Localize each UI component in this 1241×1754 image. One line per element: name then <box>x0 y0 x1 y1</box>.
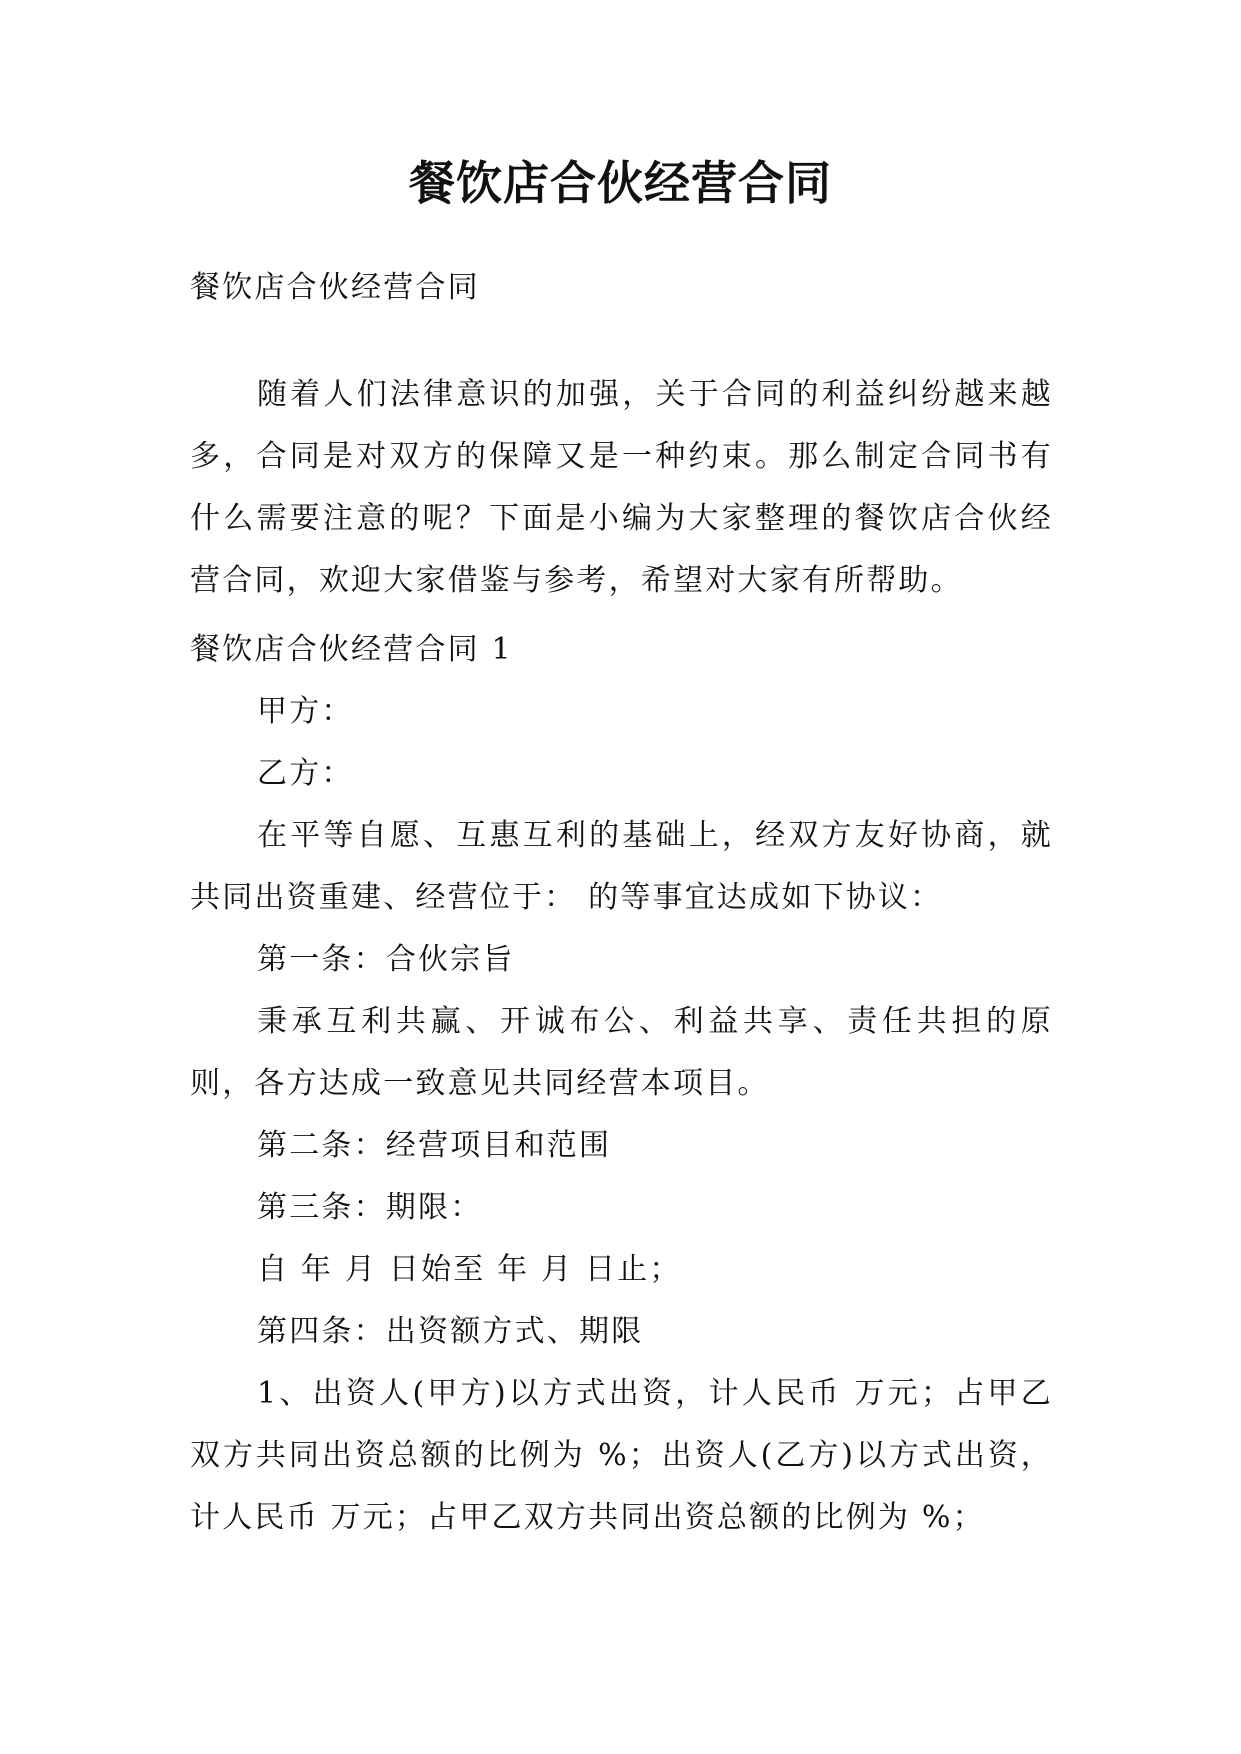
document-subtitle: 餐饮店合伙经营合同 <box>190 270 480 305</box>
article-3-heading: 第三条：期限： <box>257 1190 483 1225</box>
section-heading: 餐饮店合伙经营合同 1 <box>190 632 513 667</box>
article-2-heading: 第二条：经营项目和范围 <box>257 1128 612 1163</box>
article-1-text: 秉承互利共赢、开诚布公、利益共享、责任共担的原则，各方达成一致意见共同经营本项目。 <box>190 1004 1053 1101</box>
article-4-item-1: 1、出资人(甲方)以方式出资，计人民币 万元；占甲乙双方共同出资总额的比例为 %；出资人(乙方)以方式出资，计人民币 万元；占甲乙双方共同出资总额的比例为 %； <box>190 1376 1053 1535</box>
party-b-line: 乙方： <box>257 756 354 791</box>
document-title: 餐饮店合伙经营合同 <box>409 156 832 210</box>
intro-paragraph: 随着人们法律意识的加强，关于合同的利益纠纷越来越多，合同是对双方的保障又是一种约束。那么制定合同书有什么需要注意的呢？下面是小编为大家整理的餐饮店合伙经营合同，欢迎大家借鉴与参考，希望对大家有所帮助。 <box>190 377 1053 598</box>
party-a-line: 甲方： <box>257 694 354 729</box>
article-3-text: 自 年 月 日始至 年 月 日止； <box>257 1252 682 1287</box>
article-1-heading: 第一条：合伙宗旨 <box>257 942 515 977</box>
article-4-heading: 第四条：出资额方式、期限 <box>257 1314 644 1349</box>
contract-section <box>190 619 1053 1549</box>
preamble-paragraph: 在平等自愿、互惠互利的基础上，经双方友好协商，就共同出资重建、经营位于： 的等事宜达成如下协议： <box>190 818 1053 915</box>
